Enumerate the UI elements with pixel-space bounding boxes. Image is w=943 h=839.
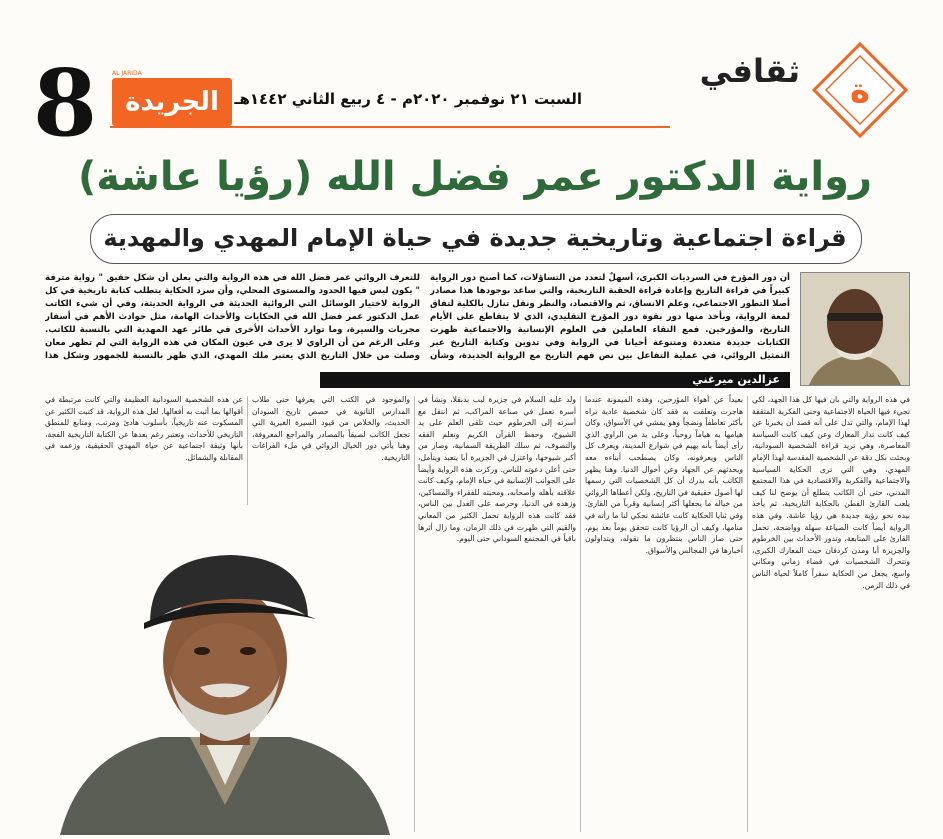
column-divider: [747, 396, 748, 832]
emblem-letter: ة: [849, 71, 871, 111]
newspaper-logo: [112, 78, 232, 126]
lead-paragraph-left: للتعرف الروائي عمر فضل الله في هذه الرواية والتي يعلن أن شكل حقيق " رواية مترفة " يكون ليس فيها الحدود والمستوى المحلي، وأن سرد الحكاية يتطلب كتابة تاريخية في كل الرواية لاختيار الوسائل التي الروائية الحديثة في الرواية الحديثة، وفي أن شيء الكاتب عمل الدكتور عمر فضل الله في الحكايات والأحداث الهامة، مثل حوادث الأهم في أسفار مجريات والسيرة، وما توارد الأحداث الأخرى في طائر عهد المهدية التي بالنسبة للكاتب. وعلى الرغم من أن الراوي لا يرى في عيون المكان في هذه الرواية التي لم تظهر معان وصلت من خلال التاريخ الذي يعتبر ملك المهدي، الذي ظهر بالنسبة للجمهور وشكل هذا: [45, 273, 420, 361]
column-divider: [580, 396, 581, 832]
column-divider: [414, 396, 415, 832]
page-number: 8: [32, 49, 97, 157]
issue-date: السبت ٢١ نوفمبر ٢٠٢٠م - ٤ ربيع الثاني ١٤٤٢هـ: [234, 90, 582, 108]
article-headline: رواية الدكتور عمر فضل الله (رؤيا عاشة): [77, 154, 873, 200]
lead-paragraph-right: أن دور المؤرخ في السرديات الكبرى، أسهلٌ لتعدد من التساؤلات، كما أصبح دور الرواية كبيراً في قراءة التاريخ وإعادة قراءة الحقبة التاريخية، والتي ساعد بوجودها هذا مصادر أصلا التطور الاجتماعي، وعلم الانساق، ثم والاقتصاد، والنظر ونقل تنازل بالكلية لتفاق لمعة الرواية، وبأخذ منها دور بقوة دور المؤرخ التقليدي، الذي لا يتقاطع على الأيام التاريخ، والمؤرخين. فمع التقاء العاملين في العلوم الإنسانية والاجتماعية ظهرت الكتابات جديدة متعددة ومتنوعة أحيانا في الرواية وفي تدوين وكتابة التاريخ عبر التمثيل الروائي، في عملية التفاعل بين نص فهم التاريخ مع الرواية الجديدة، وشأن: [430, 273, 790, 361]
article-subheadline: قراءة اجتماعية وتاريخية جديدة في حياة الإمام المهدي والمهدية: [103, 224, 847, 252]
column-divider: [247, 396, 248, 506]
header-rule: [110, 126, 670, 128]
author-photo: [800, 272, 910, 386]
novelist-portrait: [40, 505, 410, 835]
article-column: ولد عليه السلام في جزيرة لبب بدنقلا، ونشأ في أسرة تعمل في صناعة المراكب، ثم انتقل مع أسرته إلى الخرطوم حيث تلقى العلم على يد الشيوخ، وحفظ القرآن الكريم وتعلم الفقه والتصوف، ثم سلك الطريقة السمانية، وصار من أكبر شيوخها، واعتزل في الجزيرة أبا يتعبد ويتأمل، حتى أعلن دعوته للناس. وركزت هذه الرواية وأيضاً على الجوانب الإنسانية في حياة الإمام، وكيف كانت علاقته بأهله وأصحابه، ومحبته للفقراء والمساكين، وزهده في الدنيا، وحرصه على العدل بين الناس، فقد كانت هذه الرواية تحمل الكثير من المعاني والقيم التي ظهرت في ذلك الزمان، وما زال أثرها باقياً في المجتمع السوداني حتى اليوم.: [418, 395, 576, 544]
article-column: عن هذه الشخصية السودانية العظيمة والتي كانت مرتبطة في أقوالها بما أثبت به أفعالها. لعل هذه الرواية، قد كتبت الكثير عن المسكوت عنه تاريخياً، بأسلوب هادئ ومرتب، ومتابع للمنطق التاريخي للأحداث، وتعتبر رغم بعدها عن الكتابة التاريخية الفجة، بأنها وثيقة اجتماعية عن حياة المهدي الحقيقية، وزعمه في المقابلة والشمائل.: [45, 395, 243, 462]
section-title: ثقافي: [699, 52, 800, 90]
article-column: والموجود في الكتب التي يعرفها حتى طلاب المدارس الثانوية في حصص تاريخ السودان الحديث، والخلاص من قيود السيرة الغيرية التي تجعل الكاتب لصيقاً بالمصادر والمراجع المعروفة، وهنا يأتي دور الخيال الروائي في ملء الفراغات التاريخية.: [252, 395, 410, 462]
logo-text: الجريدة: [125, 87, 219, 117]
author-byline: عزالدين ميرغني: [692, 373, 780, 386]
article-column: في هذه الرواية والتي بان فيها كل هذا الجهد، لكي تجيء فيها الحياة الاجتماعية وحتى الفكرية المثقفة لهذا الإمام، والتي تدل على أنه قصد أن يخبرنا عن كيف كانت تدار المعارك وعن كيف كانت السياسة المعاصرة، وهي تريد قراءة الشخصية السودانية، وبحثت بكل دقة عن الشخصية المقدسة لهذا الإمام المهدي، وهي التي ترى الحكاية السياسية والاجتماعية والفكرية والاقتصادية في هذا المجتمع المدني، حتى أن الكاتب يتطلع أن يوضح لنا كيف يلعب القارئ الفطن بالحكاية التاريخية، ثم يأخذ بيده نحو رؤية جديدة هي رؤيا عاشة. وفي هذه الرواية أيضاً كانت الصياغة سهلة وواضحة، تحمل القارئ على المتابعة، وتدور الأحداث بين الخرطوم والجزيرة أبا ومدن كردفان حيث المعارك الكبرى، وتتحرك الشخصيات في فضاء زماني ومكاني واسع، يجعل من الحكاية سفراً كاملاً لحياة الناس في ذلك الزمن.: [752, 395, 910, 590]
logo-tagline: AL JARIDA: [112, 70, 142, 77]
section-emblem-icon: [812, 42, 908, 138]
article-column: بعيداً عن أهواء المؤرخين، وهذه الميمونة عندما هاجرت وتعلقت به فقد كان شخصية عادية تراه بأكثر تعاطفاً ونضجاً وهو يمشي في الأسواق، وكان هيامها به هياماً روحياً، وعلى يد من الراوي الذي رأى أيضاً بأنه يهيم في شوارع المدينة، ويعرف كل الناس ويعرفونه، وكان يصطحب أبناءه معه ويحدثهم عن الجهاد وعن أحوال الدنيا. وهنا يظهر الكاتب بأنه يدرك أن كل الشخصيات التي رسمها لها أصول حقيقية في التاريخ، ولكن أعطاها الروائي من خياله ما يجعلها أكثر إنسانية وقرباً من القارئ. وفي ثنايا الحكاية كانت عائشة تحكي لنا ما رأته في منامها، وكيف أن الرؤيا كانت تتحقق يوماً بعد يوم، حتى صار الناس ينتظرون ما تقوله، ويتداولون أخبارها في المجالس والأسواق.: [585, 395, 743, 555]
